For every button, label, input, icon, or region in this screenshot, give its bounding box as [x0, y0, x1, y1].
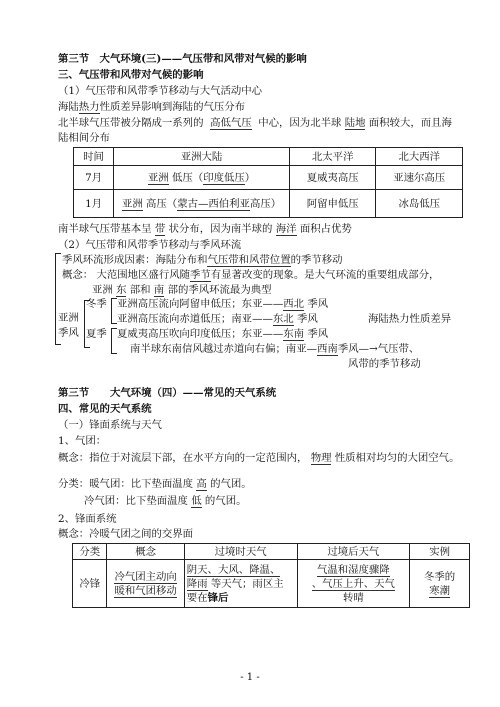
para-3: [58, 116, 452, 130]
text: 面积较大，而且海: [368, 117, 452, 129]
th-asia: 亚洲大陆: [114, 148, 290, 166]
text: 夏威夷高压吹向印度低压；东亚——: [117, 328, 284, 340]
fill-blank: 西南: [317, 343, 338, 355]
fill-blank: 季节: [190, 269, 211, 281]
text: 分类：暖气团：比下垫面温度: [58, 478, 194, 490]
text: 季风: [307, 298, 329, 310]
text: 冷气团：比下垫面温度: [84, 495, 188, 507]
text: 季风: [307, 328, 329, 340]
summer-line-1: [117, 327, 328, 341]
fill-blank: 、气压上升、天气: [311, 577, 395, 590]
th-example: 实例: [410, 544, 470, 560]
text: 季风—→气压带、: [337, 343, 420, 355]
fill-blank: 物理: [310, 452, 332, 464]
text: 北半球气压带被分隔成一系列的: [58, 117, 204, 129]
para-front-system-2: 2、锋面系统: [58, 513, 117, 525]
text: 性质相对均匀的大团空气。: [334, 452, 460, 464]
text: 面积占优势: [299, 223, 352, 235]
para-air-mass: 1、气团：: [58, 435, 107, 447]
cell-jan-pacific: 阿留申低压: [289, 190, 376, 218]
winter-right-note: 海陆热力性质差异: [368, 313, 452, 325]
text: 季风: [296, 313, 318, 325]
th-after: 过境后天气: [297, 544, 410, 560]
summer-line-3: 风带的季节移动: [348, 358, 421, 370]
para-warm-mass: [58, 477, 252, 491]
subheading-pressure-belts: 三、气压带和风带对气候的影响: [58, 69, 204, 81]
text: 的气团。: [204, 495, 247, 507]
text: 状分布，因为南半球的: [168, 223, 273, 235]
page-number: - 1 -: [240, 672, 260, 683]
text: 南半球东南信风越过赤道向右偏；南亚—: [130, 343, 318, 355]
th-n-atlantic: 北大西洋: [376, 148, 463, 166]
fill-blank: 南: [153, 284, 165, 296]
fill-blank: 降雨: [186, 577, 208, 590]
text: 部和: [129, 284, 151, 296]
th-n-pacific: 北太平洋: [289, 148, 376, 166]
text: 转晴: [342, 591, 364, 604]
para-6: （2）气压带和风带季节移动与季风环流: [58, 239, 242, 251]
th-time: 时间: [74, 148, 114, 166]
cell-cold-front: 冷锋: [73, 560, 107, 608]
th-during: 过境时天气: [184, 544, 297, 560]
cell-july-asia: [114, 166, 290, 190]
subheading-weather-systems: 四、常见的天气系统: [58, 403, 152, 415]
fill-blank: 热力: [78, 101, 100, 113]
text: 亚洲高压流向赤道低压；南亚——: [117, 313, 273, 325]
cell-july: 7月: [74, 166, 114, 190]
text: ）: [244, 171, 256, 184]
fill-blank: 亚洲: [121, 197, 143, 210]
para-7: [62, 253, 343, 267]
text: 南半球气压带基本呈: [58, 223, 152, 235]
fill-blank: 冷气团主动向: [114, 570, 177, 583]
fill-blank: 带: [154, 223, 166, 235]
text: 概念：指位于对流层下部，在水平方向的一定范围内，: [58, 452, 308, 464]
text: 高压（: [146, 197, 178, 210]
para-front-concept: 概念：冷暖气团之间的交界面: [58, 528, 194, 540]
text: 性质差异影响到海陆的气压分布: [99, 101, 246, 113]
para-8: [62, 268, 439, 282]
text: 的季节移动: [290, 254, 343, 266]
winter-line-1: [117, 297, 328, 311]
winter-label: 冬季: [86, 298, 107, 310]
text: 锋后: [207, 591, 229, 604]
text: 概念： 大范围地区盛行风随: [62, 269, 190, 281]
fill-blank: 暖和气团移动: [114, 584, 177, 597]
cell-jan-asia: [114, 190, 290, 218]
text: 亚洲高压流向阿留申低压；东亚——: [117, 298, 284, 310]
text: 有显著改变的现象。是大气环流的重要组成部分，: [210, 269, 440, 281]
cell-jan-atlantic: 冰岛低压: [376, 190, 463, 218]
winter-line-2: [117, 312, 318, 326]
th-type: 分类: [73, 544, 107, 560]
para-cold-mass: [84, 494, 246, 508]
fill-blank: 西北: [283, 298, 305, 310]
fill-blank: 高: [196, 478, 207, 490]
monsoon-label-1: 亚洲: [58, 312, 79, 324]
fill-blank: 印度低压: [203, 171, 245, 184]
fill-blank: 东: [116, 284, 127, 296]
fill-blank: 东北: [272, 313, 294, 325]
text: 高压）: [249, 197, 282, 210]
fill-blank: 低: [191, 495, 202, 507]
text: 部的季风环流最为典型: [167, 284, 272, 296]
text: 中心，因为北半球: [258, 117, 342, 129]
fill-blank: 海洋: [275, 223, 297, 235]
para-5: [58, 222, 352, 236]
text: 低压（: [172, 171, 204, 184]
text: 要在: [186, 591, 208, 604]
cell-jan: 1月: [74, 190, 114, 218]
summer-label: 夏季: [86, 328, 107, 340]
fill-blank: 蒙古—西伯利亚: [177, 197, 250, 210]
th-concept: 概念: [107, 544, 184, 560]
section-heading-3: 第三节 大气环境(三)——气压带和风带对气候的影响: [58, 53, 307, 65]
text: 等天气；雨区主: [210, 577, 284, 590]
pressure-table: [73, 147, 463, 218]
para-1: （1）气压带和风带季节移动与大气活动中心: [58, 85, 263, 97]
fill-blank: 寒潮: [429, 584, 450, 597]
fill-blank: 气温和湿度骤降: [316, 563, 390, 576]
text: 的气团。: [210, 478, 252, 490]
monsoon-label-2: 季风: [58, 327, 79, 339]
text: 海陆: [58, 101, 79, 113]
cell-july-atlantic: 亚速尔高压: [376, 166, 463, 190]
cell-during: [184, 560, 297, 608]
para-9: [92, 283, 272, 297]
para-4: 陆相间分布: [58, 132, 110, 144]
para-front-system: （一）锋面系统与天气: [58, 419, 162, 431]
fill-blank: 高低气压: [210, 117, 252, 129]
para-air-mass-concept: [58, 451, 459, 465]
fill-blank: 陆地: [344, 117, 366, 129]
cell-july-pacific: 夏威夷高压: [289, 166, 376, 190]
cell-example: [410, 560, 470, 608]
fill-blank: 东南: [283, 328, 305, 340]
section-heading-4: 第三节 大气环境（四）——常见的天气系统: [58, 387, 277, 399]
fill-blank: 亚洲: [147, 171, 169, 184]
para-2: [58, 100, 245, 114]
front-table: [72, 543, 470, 608]
cell-concept: [107, 560, 184, 608]
text: 亚洲: [92, 284, 113, 296]
text: 季风环流形成因素：海陆分布和: [62, 254, 208, 266]
fill-blank: 气压带和风带位置: [207, 254, 291, 266]
text: 冬季的: [423, 570, 456, 583]
cell-after: [297, 560, 410, 608]
summer-line-2: [130, 342, 419, 356]
fill-blank: 阴天、大风、降温、: [186, 563, 281, 576]
